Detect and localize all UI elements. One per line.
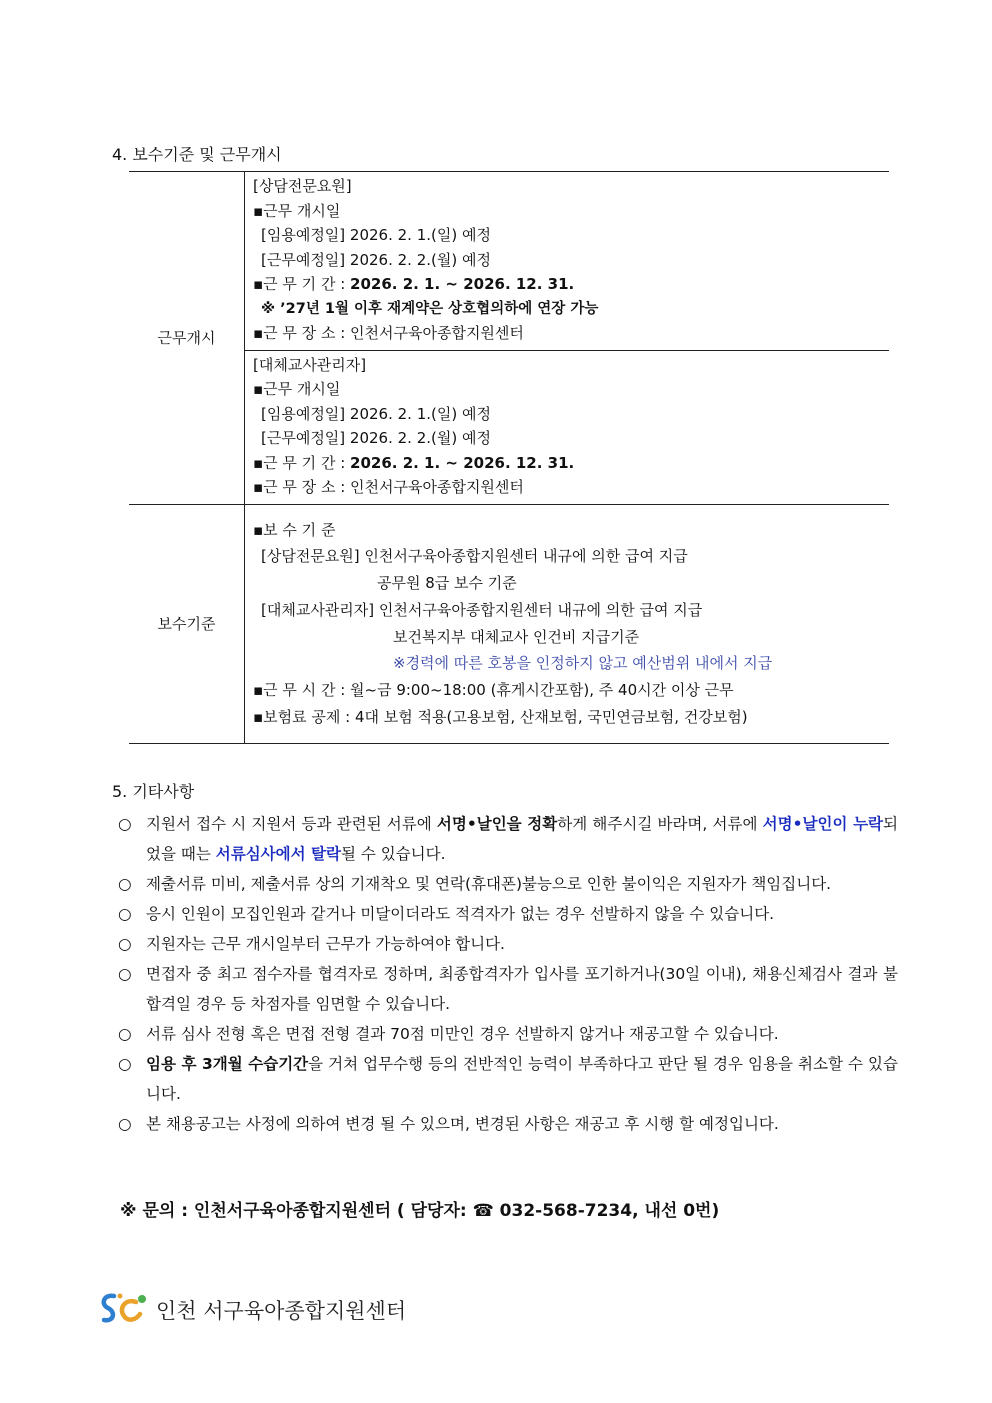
counselor-title: [상담전문요원] bbox=[253, 177, 352, 195]
pay-insurance: ▪보험료 공제 : 4대 보험 적용(고용보험, 산재보험, 국민연금보험, 건강보험) bbox=[253, 708, 748, 727]
start-label: 근무개시 bbox=[129, 172, 245, 505]
center-logo-text: 인천 서구육아종합지원센터 bbox=[156, 1299, 407, 1323]
list-item: ○ 면접자 중 최고 점수자를 협격자로 정하며, 최종합격자가 입사를 포기하거나(30일 이내), 채용신체검사 결과 불합격일 경우 등 차점자를 임면할 수 있습니다. bbox=[118, 959, 898, 1019]
section5-heading: 5. 기타사항 bbox=[112, 782, 195, 801]
list-item: ○ 임용 후 3개월 수습기간을 거쳐 업무수행 등의 전반적인 능력이 부족하다고 판단 될 경우 임용을 취소할 수 있습니다. bbox=[118, 1049, 898, 1109]
counselor-start-head: ▪근무 개시일 bbox=[253, 201, 341, 220]
contact-info: ※ 문의 : 인천서구육아종합지원센터 ( 담당자: ☎ 032-568-7234, 내선 0번) bbox=[120, 1201, 720, 1221]
counselor-period: ▪근 무 기 간 : 2026. 2. 1. ~ 2026. 12. 31. bbox=[253, 275, 575, 293]
substitute-start-head: ▪근무 개시일 bbox=[253, 380, 341, 398]
substitute-title: [대체교사관리자] bbox=[253, 355, 367, 374]
list-item: ○ 본 채용공고는 사정에 의하여 변경 될 수 있으며, 변경된 사항은 재공고 후 시행 할 예정입니다. bbox=[118, 1109, 898, 1139]
circle-bullet-icon: ○ bbox=[118, 875, 132, 893]
pay-substitute-line1: [대체교사관리자] 인천서구육아종합지원센터 내규에 의한 급여 지급 bbox=[261, 600, 703, 619]
substitute-start-cell bbox=[245, 350, 890, 504]
list-item: ○ 제출서류 미비, 제출서류 상의 기재착오 및 연락(휴대폰)불능으로 인한 불이익은 지원자가 책임집니다. bbox=[118, 869, 898, 899]
pay-and-start-table bbox=[129, 171, 889, 744]
counselor-period-value: 2026. 2. 1. ~ 2026. 12. 31. bbox=[350, 275, 575, 293]
center-logo-icon bbox=[98, 1290, 150, 1330]
pay-substitute-line2: 보건복지부 대체교사 인건비 지급기준 bbox=[393, 627, 640, 646]
substitute-work-date: [근무예정일] 2026. 2. 2.(월) 예정 bbox=[261, 429, 491, 447]
circle-bullet-icon: ○ bbox=[118, 935, 132, 953]
pay-cell bbox=[245, 504, 890, 743]
center-logo bbox=[98, 1290, 406, 1330]
counselor-renewal-note: ※ ’27년 1월 이후 재계약은 상호협의하에 연장 가능 bbox=[261, 300, 599, 317]
substitute-period-value: 2026. 2. 1. ~ 2026. 12. 31. bbox=[350, 453, 575, 472]
circle-bullet-icon: ○ bbox=[118, 905, 132, 923]
circle-bullet-icon: ○ bbox=[118, 1115, 132, 1133]
list-item: ○ 응시 인원이 모집인원과 같거나 미달이더라도 적격자가 없는 경우 선발하지 않을 수 있습니다. bbox=[118, 899, 898, 929]
section4-heading: 4. 보수기준 및 근무개시 bbox=[112, 145, 282, 164]
pay-label: 보수기준 bbox=[129, 504, 245, 743]
pay-counselor-line1: [상담전문요원] 인천서구육아종합지원센터 내규에 의한 급여 지급 bbox=[261, 547, 688, 566]
list-item: ○ 지원자는 근무 개시일부터 근무가 가능하여야 합니다. bbox=[118, 929, 898, 959]
circle-bullet-icon: ○ bbox=[118, 815, 132, 833]
pay-hours: ▪근 무 시 간 : 월~금 9:00~18:00 (휴게시간포함), 주 40시간 이상 근무 bbox=[253, 681, 734, 700]
list-item: ○ 지원서 접수 시 지원서 등과 관련된 서류에 서명•날인을 정확하게 해주시길 바라며, 서류에 서명•날인이 누락되었을 때는 서류심사에서 탈락될 수 있습니다. bbox=[118, 809, 898, 869]
counselor-place: ▪근 무 장 소 : 인천서구육아종합지원센터 bbox=[253, 324, 524, 342]
pay-counselor-line2: 공무원 8급 보수 기준 bbox=[377, 574, 517, 593]
circle-bullet-icon: ○ bbox=[118, 1055, 132, 1073]
counselor-work-date: [근무예정일] 2026. 2. 2.(월) 예정 bbox=[261, 250, 491, 269]
circle-bullet-icon: ○ bbox=[118, 1025, 132, 1043]
counselor-start-cell bbox=[245, 172, 890, 351]
substitute-hire-date: [임용예정일] 2026. 2. 1.(일) 예정 bbox=[261, 404, 491, 423]
substitute-period: ▪근 무 기 간 : 2026. 2. 1. ~ 2026. 12. 31. bbox=[253, 453, 575, 472]
notes-list bbox=[118, 809, 898, 1139]
circle-bullet-icon: ○ bbox=[118, 965, 132, 983]
substitute-place: ▪근 무 장 소 : 인천서구육아종합지원센터 bbox=[253, 478, 524, 496]
pay-head: ▪보 수 기 준 bbox=[253, 520, 336, 539]
pay-substitute-note: ※경력에 따른 호봉을 인정하지 않고 예산범위 내에서 지급 bbox=[393, 654, 773, 673]
counselor-hire-date: [임용예정일] 2026. 2. 1.(일) 예정 bbox=[261, 226, 491, 244]
list-item: ○ 서류 심사 전형 혹은 면접 전형 결과 70점 미만인 경우 선발하지 않거나 재공고할 수 있습니다. bbox=[118, 1019, 898, 1049]
